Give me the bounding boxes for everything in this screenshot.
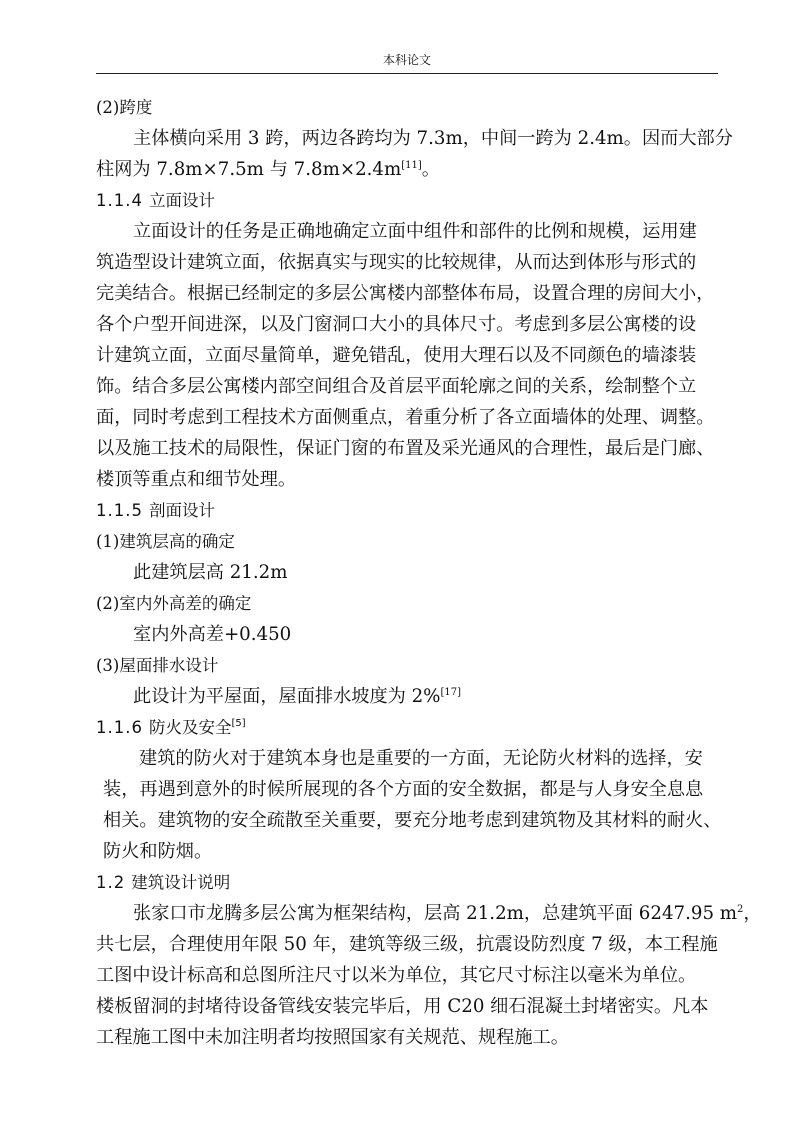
elevation-paragraph-line: 筑造型设计建筑立面，依据真实与现实的比较规律，从而达到体形与形式的 — [96, 252, 697, 273]
section-number: 1.1.6 — [96, 718, 143, 737]
page-header: 本科论文 — [382, 53, 431, 67]
header-rule — [96, 73, 718, 74]
citation: [5] — [231, 718, 246, 729]
roof-drainage-text: 此设计为平屋面，屋面排水坡度为 2%[17] — [133, 686, 461, 707]
section-number: 1.1.5 — [96, 501, 143, 520]
section-heading-1-1-6 — [96, 712, 722, 743]
document-body — [96, 92, 762, 1053]
floor-height-heading: (1)建筑层高的确定 — [96, 532, 235, 551]
section-title: 剖面设计 — [148, 501, 215, 520]
roof-drainage-heading: (3)屋面排水设计 — [96, 656, 219, 675]
section-title: 建筑设计说明 — [131, 873, 231, 892]
elevation-paragraph-line: 各个户型开间进深，以及门窗洞口大小的具体尺寸。考虑到多层公寓楼的设 — [96, 314, 697, 335]
section-title: 防火及安全 — [148, 718, 232, 737]
elevation-paragraph-line: 楼顶等重点和细节处理。 — [96, 469, 297, 490]
design-paragraph-line: 共七层，合理使用年限 50 年，建筑等级三级，抗震设防烈度 7 级，本工程施 — [96, 934, 718, 955]
elevation-paragraph-line: 以及施工技术的局限性，保证门窗的布置及采光通风的合理性，最后是门廊、 — [96, 438, 715, 459]
citation: [11] — [401, 160, 422, 171]
span-paragraph-line: 主体横向采用 3 跨，两边各跨均为 7.3m，中间一跨为 2.4m。因而大部分 — [133, 128, 733, 149]
design-paragraph-line: 工图中设计标高和总图所注尺寸以米为单位，其它尺寸标注以毫米为单位。 — [96, 965, 697, 986]
citation: [17] — [440, 687, 461, 698]
superscript: 2 — [737, 904, 744, 915]
elevation-paragraph-line: 饰。结合多层公寓楼内部空间组合及首层平面轮廓之间的关系，绘制整个立 — [96, 376, 697, 397]
elevation-paragraph-line: 立面设计的任务是正确地确定立面中组件和部件的比例和规模，运用建 — [133, 221, 697, 242]
fire-paragraph-line: 防火和防烟。 — [103, 841, 213, 862]
span-heading: (2)跨度 — [96, 98, 153, 117]
section-heading-1-1-5 — [96, 495, 722, 526]
elevation-difference-heading: (2)室内外高差的确定 — [96, 594, 252, 613]
floor-height-text: 此建筑层高 21.2m — [133, 562, 288, 583]
fire-paragraph-line: 装，再遇到意外的时候所展现的各个方面的安全数据，都是与人身安全息息 — [103, 779, 704, 800]
fire-paragraph-line: 建筑的防火对于建筑本身也是重要的一方面，无论防火材料的选择，安 — [139, 748, 703, 769]
elevation-paragraph-line: 面，同时考虑到工程技术方面侧重点，着重分析了各立面墙体的处理、调整。 — [96, 407, 715, 428]
section-title: 立面设计 — [148, 191, 215, 210]
elevation-difference-text: 室内外高差+0.450 — [133, 624, 292, 645]
section-heading-1-2 — [96, 867, 722, 898]
elevation-paragraph-line: 完美结合。根据已经制定的多层公寓楼内部整体布局，设置合理的房间大小， — [96, 283, 715, 304]
design-paragraph-line: 工程施工图中未加注明者均按照国家有关规范、规程施工。 — [96, 1027, 569, 1048]
span-paragraph-line: 柱网为 7.8m×7.5m 与 7.8m×2.4m[11]。 — [96, 159, 440, 180]
fire-paragraph-line: 相关。建筑物的安全疏散至关重要，要充分地考虑到建筑物及其材料的耐火、 — [103, 810, 722, 831]
section-number: 1.1.4 — [96, 191, 143, 210]
section-number: 1.2 — [96, 873, 126, 892]
section-heading-1-1-4 — [96, 185, 722, 216]
design-paragraph-line: 张家口市龙腾多层公寓为框架结构，层高 21.2m，总建筑平面 6247.95 $m^2$， — [133, 903, 762, 924]
design-paragraph-line: 楼板留洞的封堵待设备管线安装完毕后，用 C20 细石混凝土封堵密实。凡本 — [96, 996, 709, 1017]
elevation-paragraph-line: 计建筑立面，立面尽量简单，避免错乱，使用大理石以及不同颜色的墙漆装 — [96, 345, 697, 366]
